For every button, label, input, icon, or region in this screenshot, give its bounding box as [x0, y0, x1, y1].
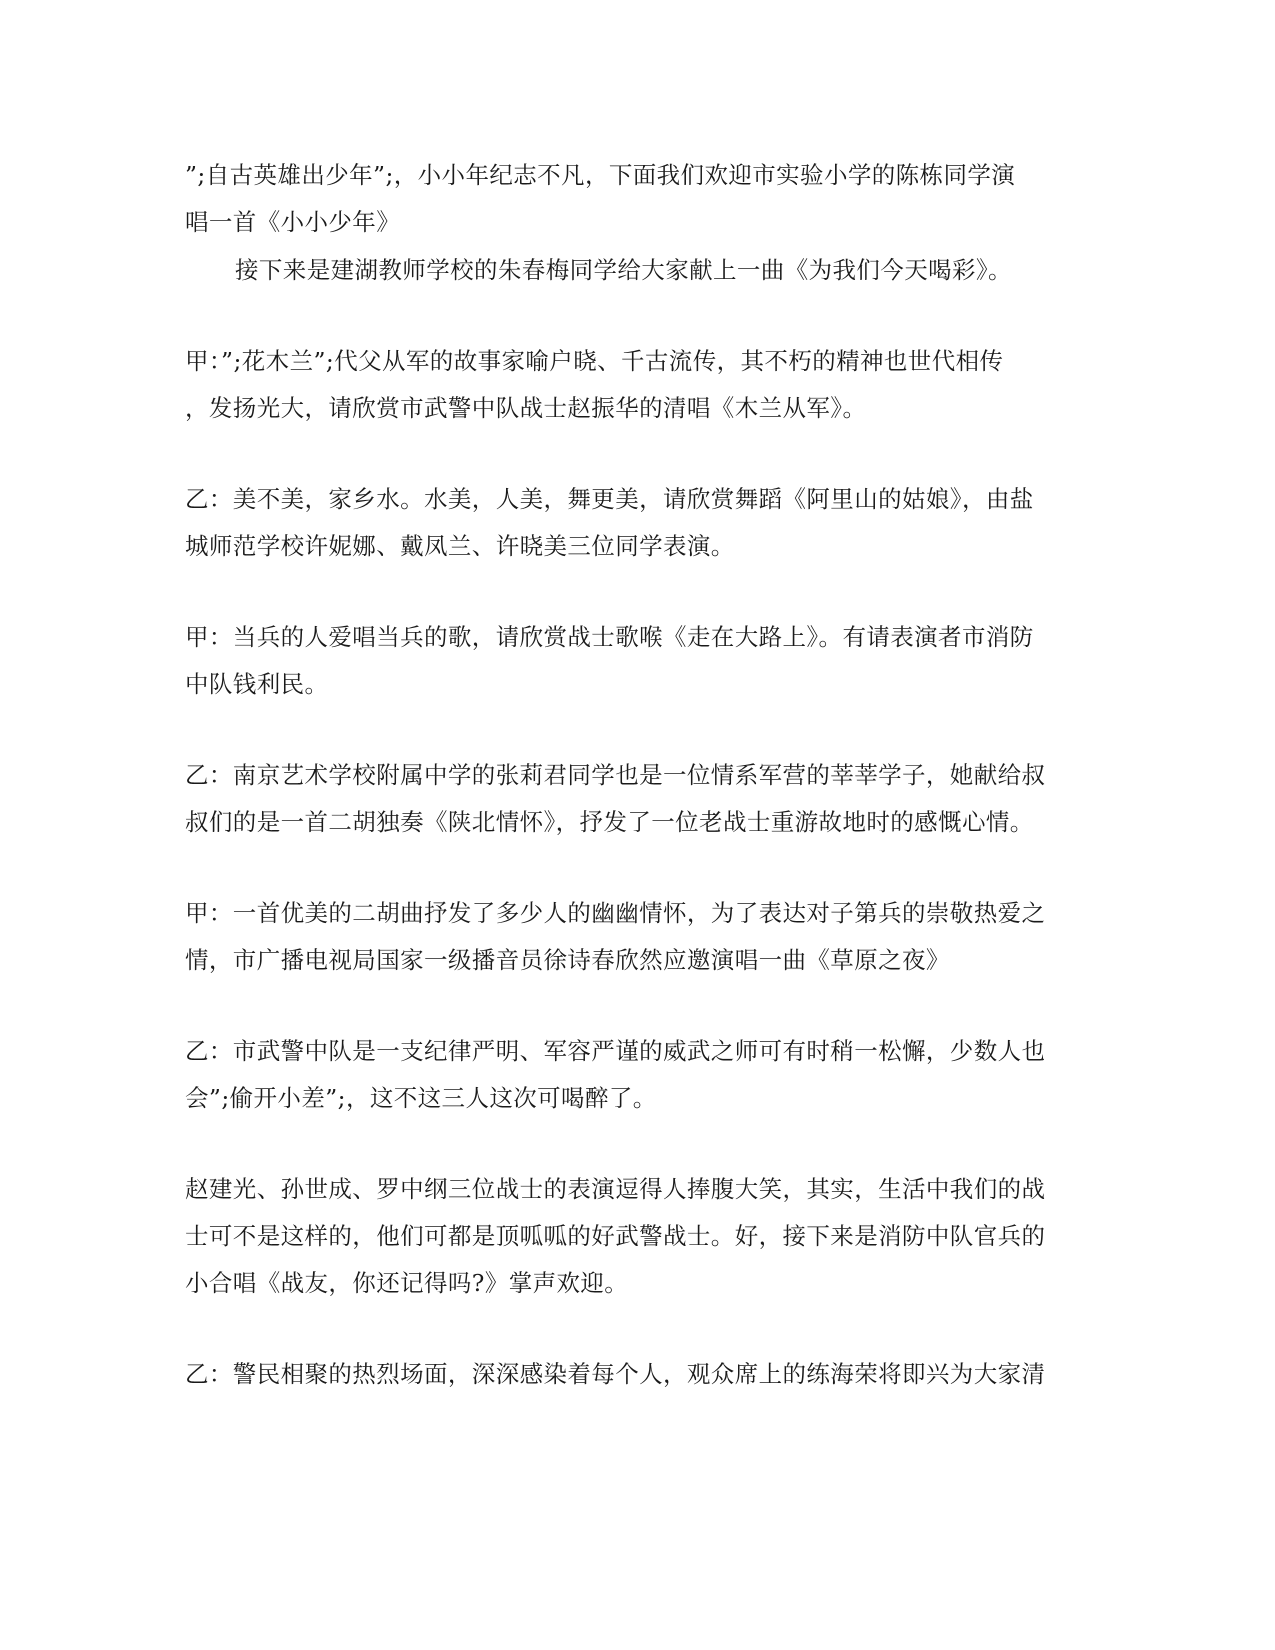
text-line: 情，市广播电视局国家一级播音员徐诗春欣然应邀演唱一曲《草原之夜》: [185, 946, 950, 974]
text-line: 会”;偷开小差”;，这不这三人这次可喝醉了。: [185, 1084, 657, 1112]
text-line: 乙：南京艺术学校附属中学的张莉君同学也是一位情系军营的莘莘学子，她献给叔: [185, 761, 1046, 789]
text-line: 中队钱利民。: [185, 670, 329, 698]
text-line: 接下来是建湖教师学校的朱春梅同学给大家献上一曲《为我们今天喝彩》。: [235, 256, 1012, 284]
text-line: ”;自古英雄出少年”;，小小年纪志不凡，下面我们欢迎市实验小学的陈栋同学演: [185, 161, 1016, 189]
text-line: 乙：市武警中队是一支纪律严明、军容严谨的威武之师可有时稍一松懈，少数人也: [185, 1037, 1046, 1065]
text-line: 赵建光、孙世成、罗中纲三位战士的表演逗得人捧腹大笑，其实，生活中我们的战: [185, 1175, 1046, 1203]
text-line: 小合唱《战友，你还记得吗?》掌声欢迎。: [185, 1269, 629, 1297]
text-line: 乙：美不美，家乡水。水美，人美，舞更美，请欣赏舞蹈《阿里山的姑娘》，由盐: [185, 485, 1034, 513]
text-line: 士可不是这样的，他们可都是顶呱呱的好武警战士。好，接下来是消防中队官兵的: [185, 1222, 1046, 1250]
text-line: 唱一首《小小少年》: [185, 208, 401, 236]
text-line: 城师范学校许妮娜、戴凤兰、许晓美三位同学表演。: [185, 532, 735, 560]
text-line: 甲：”;花木兰”;代父从军的故事家喻户晓、千古流传，其不朽的精神也世代相传: [185, 347, 1004, 375]
text-line: 甲：当兵的人爱唱当兵的歌，请欣赏战士歌喉《走在大路上》。有请表演者市消防: [185, 623, 1034, 651]
text-line: 甲：一首优美的二胡曲抒发了多少人的幽幽情怀，为了表达对子第兵的崇敬热爱之: [185, 899, 1046, 927]
text-line: 乙：警民相聚的热烈场面，深深感染着每个人，观众席上的练海荣将即兴为大家清: [185, 1360, 1046, 1388]
text-line: ，发扬光大，请欣赏市武警中队战士赵振华的清唱《木兰从军》。: [185, 394, 867, 422]
text-line: 叔们的是一首二胡独奏《陕北情怀》，抒发了一位老战士重游故地时的感慨心情。: [185, 808, 1034, 836]
